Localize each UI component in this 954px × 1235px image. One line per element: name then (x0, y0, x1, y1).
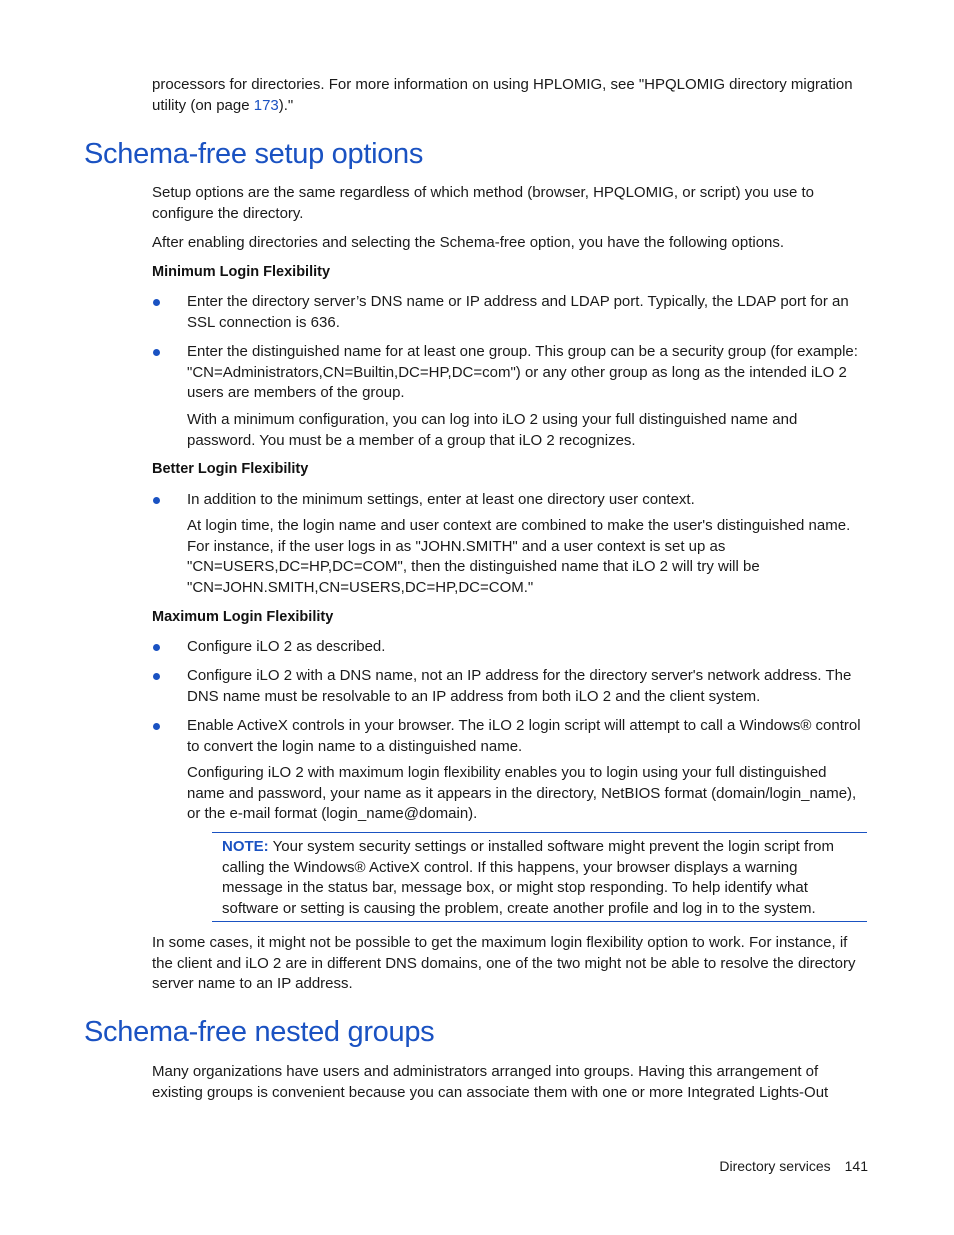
section-heading-setup-options: Schema-free setup options (84, 138, 424, 170)
footer-section-name: Directory services (719, 1158, 831, 1174)
minimum-bullet-2: Enter the distinguished name for at least one group. This group can be a security group (for example: "CN=Administrators,CN=Builtin,DC=HP,DC=com") or any other group as long as the intended iLO 2 users are members of the group. (187, 343, 858, 401)
note-body: Your system security settings or installed software might prevent the login script from calling the Windows® ActiveX control. If this happens, your browser displays a warning message in the status bar, message box, or might stop responding. To help identify what software or setting is causing the problem, create another profile and log in to the system. (222, 838, 835, 917)
page-number: 141 (844, 1158, 868, 1174)
setup-paragraph-1: Setup options are the same regardless of which method (browser, HPQLOMIG, or script) you use to configure the directory. (152, 184, 814, 222)
minimum-bullet-2-followup: With a minimum configuration, you can log into iLO 2 using your full distinguished name and password. You must be a member of a group that iLO 2 recognizes. (187, 411, 798, 449)
maximum-bullet-1: Configure iLO 2 as described. (187, 638, 386, 655)
bullet-icon (152, 292, 162, 312)
bullet-icon (152, 342, 162, 362)
bullet-icon (152, 637, 162, 657)
setup-paragraph-2: After enabling directories and selecting the Schema-free option, you have the following options. (152, 234, 785, 251)
maximum-bullet-3-followup: Configuring iLO 2 with maximum login flexibility enables you to login using your full distinguished name and password, your name as it appears in the directory, NetBIOS format (domain/login_name), or the e-mail format (login_name@domain). (187, 764, 857, 822)
intro-line-2: utility (on page (152, 96, 254, 114)
section-heading-nested-groups: Schema-free nested groups (84, 1016, 435, 1048)
minimum-flexibility-heading: Minimum Login Flexibility (152, 264, 331, 280)
note-label: NOTE: (222, 838, 269, 855)
nested-groups-paragraph: Many organizations have users and administrators arranged into groups. Having this arrangement of existing groups is convenient because you can associate them with one or more Integrated Lights-Out (152, 1063, 829, 1101)
minimum-bullet-1: Enter the directory server’s DNS name or IP address and LDAP port. Typically, the LDAP port for an SSL connection is 636. (187, 293, 849, 331)
bullet-icon (152, 666, 162, 686)
better-flexibility-heading: Better Login Flexibility (152, 461, 309, 477)
page-footer (719, 1158, 868, 1174)
intro-line-2-end: )." (278, 96, 294, 114)
better-bullet-1-followup: At login time, the login name and user context are combined to make the user's distinguished name. For instance, if the user logs in as "JOHN.SMITH" and a user context is set up as "CN=USERS,DC=HP,DC=COM", then the distinguished name that iLO 2 will try will be "CN=JOHN.SMITH,CN=USERS,DC=HP,DC=COM." (187, 517, 851, 596)
intro-line-1: processors for directories. For more information on using HPLOMIG, see "HPQLOMIG directory migration (152, 76, 853, 93)
maximum-flexibility-heading: Maximum Login Flexibility (152, 609, 334, 625)
maximum-bullet-3: Enable ActiveX controls in your browser. The iLO 2 login script will attempt to call a Windows® control to convert the login name to a distinguished name. (187, 717, 861, 755)
bullet-icon (152, 716, 162, 736)
better-bullet-1: In addition to the minimum settings, enter at least one directory user context. (187, 491, 695, 508)
note-text-block (222, 837, 862, 919)
closing-paragraph: In some cases, it might not be possible to get the maximum login flexibility option to work. For instance, if the client and iLO 2 are in different DNS domains, one of the two might not be able to resolve the directory server name to an IP address. (152, 934, 856, 992)
bullet-icon (152, 490, 162, 510)
intro-paragraph (152, 75, 868, 116)
page-reference-link[interactable]: 173 (253, 96, 279, 114)
note-box (212, 832, 867, 922)
maximum-bullet-2: Configure iLO 2 with a DNS name, not an IP address for the directory server's network address. The DNS name must be resolvable to an IP address from both iLO 2 and the client system. (187, 667, 852, 705)
